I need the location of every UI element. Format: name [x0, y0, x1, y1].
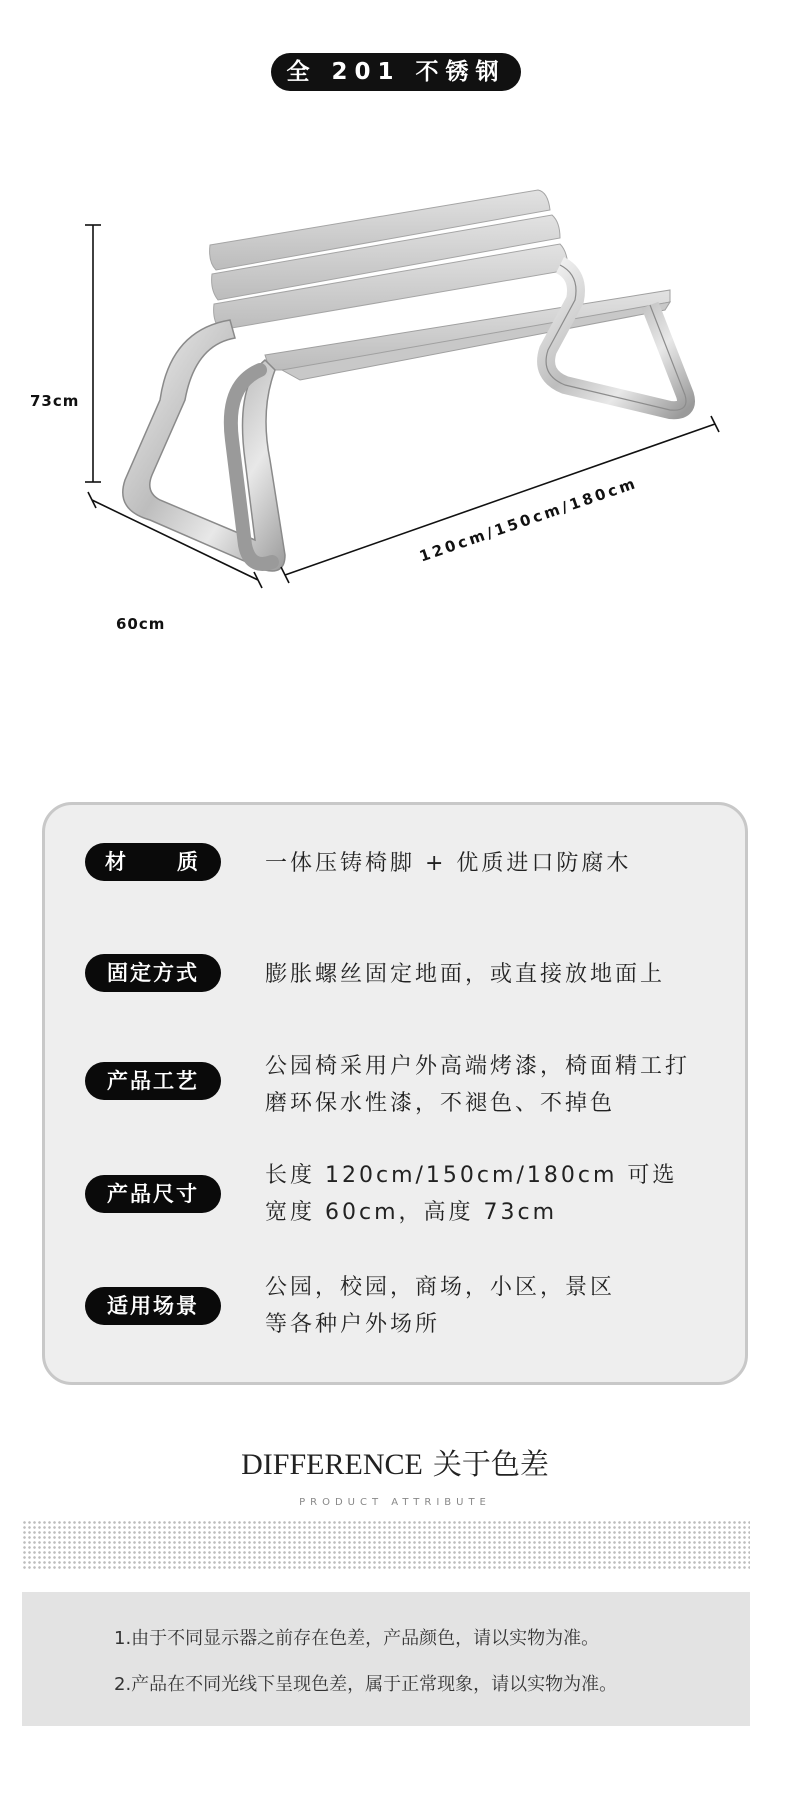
backrest — [210, 190, 568, 330]
spec-card — [42, 802, 748, 1385]
right-frame — [546, 265, 686, 410]
note-line: 1.由于不同显示器之前存在色差，产品颜色，请以实物为准。 — [114, 1628, 600, 1649]
spec-value-line: 宽度 60cm，高度 73cm — [265, 1200, 558, 1225]
difference-heading-en: DIFFERENCE — [241, 1448, 423, 1481]
spec-label: 产品工艺 — [85, 1062, 221, 1100]
spec-value — [265, 1157, 735, 1231]
dotted-divider — [22, 1520, 750, 1570]
spec-value-line: 磨环保水性漆，不褪色、不掉色 — [265, 1091, 616, 1116]
spec-label: 材 质 — [85, 843, 221, 881]
spec-value-line: 公园椅采用户外高端烤漆，椅面精工打 — [265, 1054, 691, 1079]
spec-value — [265, 1048, 735, 1122]
spec-label: 固定方式 — [85, 954, 221, 992]
difference-heading-cn: 关于色差 — [432, 1447, 549, 1481]
spec-label: 适用场景 — [85, 1287, 221, 1325]
height-dimension-label: 73cm — [30, 392, 80, 410]
color-difference-notes — [22, 1592, 750, 1726]
spec-value-line: 等各种户外场所 — [265, 1312, 441, 1337]
bench-illustration — [0, 170, 790, 690]
spec-value — [265, 956, 735, 993]
spec-value-line: 膨胀螺丝固定地面，或直接放地面上 — [265, 962, 666, 987]
spec-value — [265, 845, 735, 882]
length-dimension-label: 120cm/150cm/180cm — [417, 473, 640, 566]
difference-subtitle: PRODUCT ATTRIBUTE — [299, 1497, 491, 1508]
product-title-badge: 全 201 不锈钢 — [271, 53, 521, 91]
spec-value — [265, 1269, 735, 1343]
left-frame — [123, 320, 285, 571]
spec-value-line: 一体压铸椅脚 + 优质进口防腐木 — [265, 851, 632, 876]
depth-dimension-label: 60cm — [116, 615, 166, 633]
spec-label: 产品尺寸 — [85, 1175, 221, 1213]
spec-value-line: 公园，校园，商场，小区，景区 — [265, 1275, 616, 1300]
note-line: 2.产品在不同光线下呈现色差，属于正常现象，请以实物为准。 — [114, 1674, 618, 1695]
difference-heading — [0, 1442, 790, 1483]
spec-value-line: 长度 120cm/150cm/180cm 可选 — [265, 1163, 678, 1188]
